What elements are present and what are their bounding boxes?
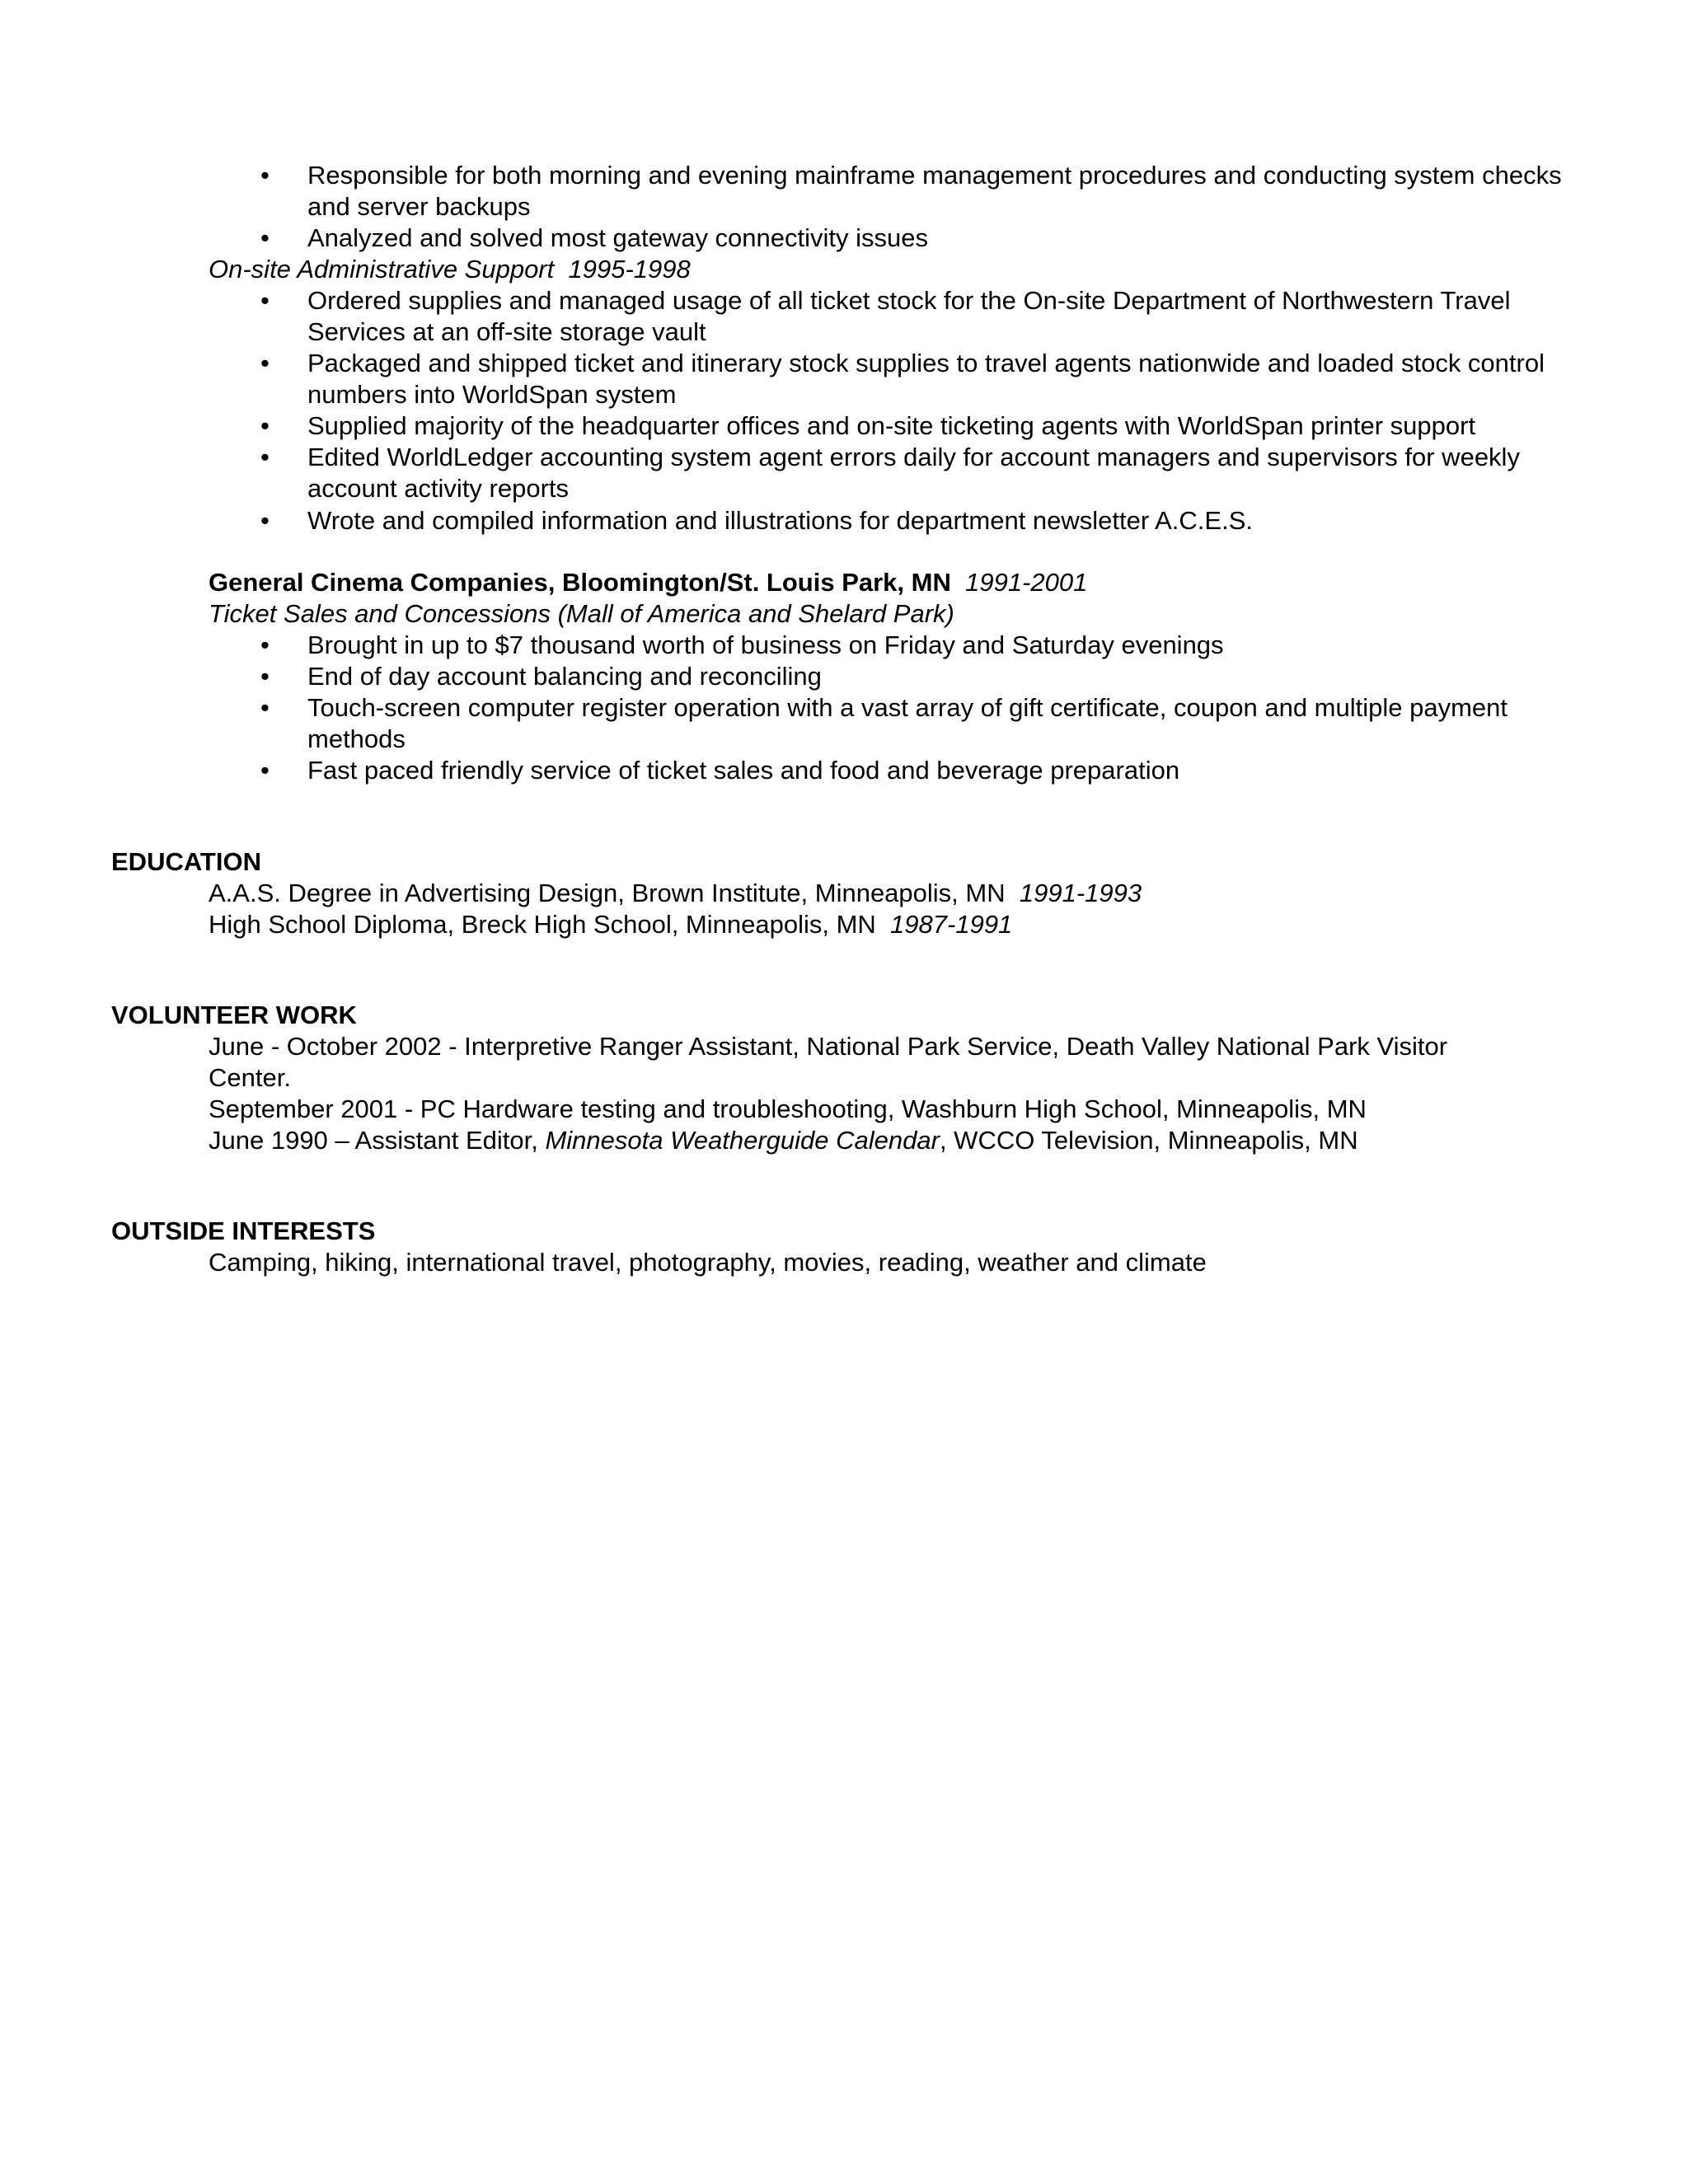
education-heading: EDUCATION	[111, 847, 261, 876]
list-item: Wrote and compiled information and illustrations for department newsletter A.C.E.S.	[307, 506, 1253, 535]
bullet-icon: •	[260, 443, 270, 471]
bullet-icon: •	[260, 630, 270, 659]
list-item: Touch-screen computer register operation with a vast array of gift certificate, coupon and multiple payment methods	[307, 693, 1508, 753]
job-title: Ticket Sales and Concessions (Mall of America and Shelard Park)	[209, 599, 954, 628]
bullet-icon: •	[260, 286, 270, 315]
list-item: Analyzed and solved most gateway connectivity issues	[307, 223, 929, 252]
bullet-icon: •	[260, 411, 270, 440]
volunteer-item-continued: Center.	[209, 1063, 291, 1092]
list-item: Supplied majority of the headquarter offices and on-site ticketing agents with WorldSpan printer support	[307, 411, 1476, 440]
job-years: 1995-1998	[568, 255, 691, 284]
bullet-icon: •	[260, 662, 270, 691]
education-text: A.A.S. Degree in Advertising Design, Brown Institute, Minneapolis, MN	[209, 879, 1006, 907]
list-item: Packaged and shipped ticket and itinerary stock supplies to travel agents nationwide and loaded stock control numbers into WorldSpan system	[307, 349, 1545, 409]
education-item	[209, 909, 1012, 940]
bullet-icon: •	[260, 223, 270, 252]
education-years: 1991-1993	[1019, 879, 1142, 907]
volunteer-item-prefix: June 1990 – Assistant Editor,	[209, 1126, 546, 1155]
bullet-icon: •	[260, 349, 270, 377]
volunteer-item	[209, 1125, 1358, 1156]
interests-heading: OUTSIDE INTERESTS	[111, 1216, 376, 1245]
education-years: 1987-1991	[890, 910, 1013, 939]
employer-years: 1991-2001	[965, 568, 1088, 597]
bullet-icon: •	[260, 693, 270, 722]
volunteer-item: September 2001 - PC Hardware testing and troubleshooting, Washburn High School, Minneapolis, MN	[209, 1094, 1367, 1123]
education-text: High School Diploma, Breck High School, Minneapolis, MN	[209, 910, 876, 939]
list-item: Edited WorldLedger accounting system agent errors daily for account managers and supervisors for weekly account activity reports	[307, 443, 1520, 503]
bullet-icon: •	[260, 756, 270, 785]
list-item: Responsible for both morning and evening mainframe management procedures and conducting system checks and server backups	[307, 161, 1562, 221]
volunteer-item-suffix: , WCCO Television, Minneapolis, MN	[939, 1126, 1358, 1155]
list-item: Fast paced friendly service of ticket sales and food and beverage preparation	[307, 756, 1180, 785]
list-item: Brought in up to $7 thousand worth of business on Friday and Saturday evenings	[307, 630, 1224, 659]
volunteer-heading: VOLUNTEER WORK	[111, 1001, 357, 1029]
job-title-text: On-site Administrative Support	[209, 255, 555, 284]
job-title	[209, 254, 691, 285]
list-item: End of day account balancing and reconciling	[307, 662, 822, 691]
bullet-icon: •	[260, 161, 270, 190]
interests-text: Camping, hiking, international travel, photography, movies, reading, weather and climate	[209, 1248, 1207, 1277]
employer-name: General Cinema Companies, Bloomington/St. Louis Park, MN	[209, 568, 951, 597]
publication-title: Minnesota Weatherguide Calendar	[545, 1126, 940, 1155]
bullet-icon: •	[260, 506, 270, 535]
volunteer-item: June - October 2002 - Interpretive Ranger Assistant, National Park Service, Death Valley National Park Visitor	[209, 1032, 1448, 1061]
employer-line	[209, 567, 1087, 598]
education-item	[209, 878, 1142, 909]
list-item: Ordered supplies and managed usage of all ticket stock for the On-site Department of Northwestern Travel Services at an off-site storage vault	[307, 286, 1511, 346]
